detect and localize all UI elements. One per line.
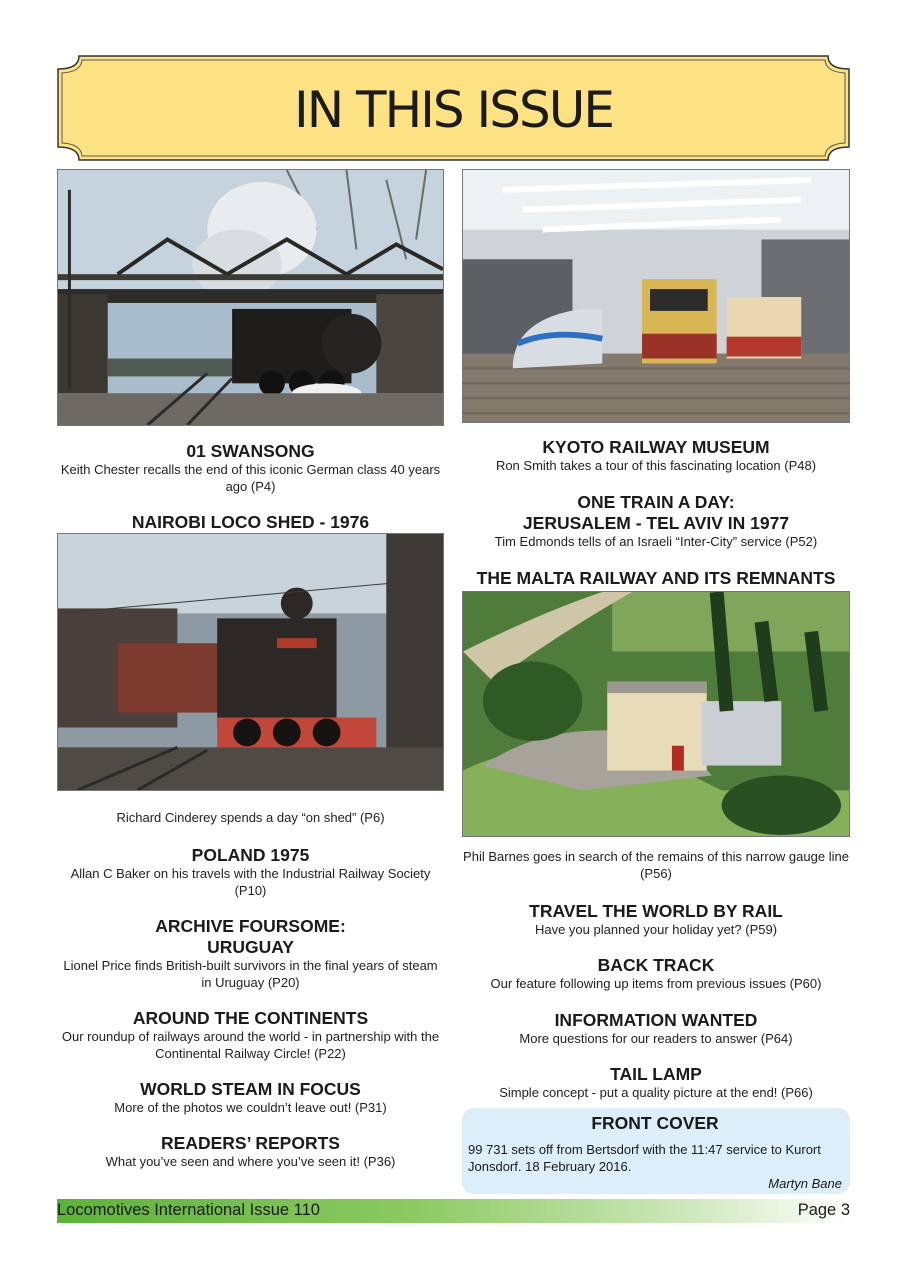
article-title: JERUSALEM - TEL AVIV IN 1977 bbox=[522, 513, 790, 533]
article-title: AROUND THE CONTINENTS bbox=[132, 1008, 369, 1028]
footer-page-number: Page 3 bbox=[797, 1201, 850, 1219]
article-title: TAIL LAMP bbox=[610, 1064, 702, 1084]
article-title: THE MALTA RAILWAY AND ITS REMNANTS bbox=[476, 568, 836, 588]
article-swansong bbox=[57, 441, 444, 495]
article-desc: More questions for our readers to answer (P64) bbox=[519, 1031, 793, 1046]
article-title: POLAND 1975 bbox=[191, 845, 310, 865]
article-title: BACK TRACK bbox=[597, 955, 715, 975]
article-desc: Tim Edmonds tells of an Israeli “Inter-City” service (P52) bbox=[494, 534, 818, 549]
article-readers bbox=[57, 1133, 444, 1171]
article-desc: Lionel Price finds British-built survivors in the final years of steam in Uruguay (P20) bbox=[63, 958, 438, 990]
article-title: TRAVEL THE WORLD BY RAIL bbox=[529, 901, 783, 921]
article-malta-title bbox=[462, 568, 850, 589]
article-desc: More of the photos we couldn’t leave out! (P31) bbox=[114, 1100, 387, 1115]
article-nairobi-title bbox=[57, 512, 444, 533]
article-desc: What you’ve seen and where you’ve seen it! (P36) bbox=[105, 1154, 396, 1169]
article-backtrack bbox=[462, 955, 850, 993]
article-desc: Allan C Baker on his travels with the Industrial Railway Society (P10) bbox=[70, 866, 431, 898]
swansong-photo bbox=[57, 169, 444, 426]
footer-issue: Locomotives International Issue 110 bbox=[57, 1201, 320, 1219]
article-desc: Have you planned your holiday yet? (P59) bbox=[534, 922, 778, 937]
banner-title: IN THIS ISSUE bbox=[294, 81, 613, 139]
article-desc: Richard Cinderey spends a day “on shed” (P6) bbox=[116, 810, 385, 825]
article-title: NAIROBI LOCO SHED - 1976 bbox=[131, 512, 370, 532]
article-travel bbox=[462, 901, 850, 939]
article-title: INFORMATION WANTED bbox=[554, 1010, 758, 1030]
article-kyoto bbox=[462, 437, 850, 475]
article-continents bbox=[57, 1008, 444, 1062]
article-info bbox=[462, 1010, 850, 1048]
front-cover-box bbox=[462, 1108, 850, 1194]
article-desc: Our feature following up items from previous issues (P60) bbox=[490, 976, 822, 991]
article-desc: Keith Chester recalls the end of this iconic German class 40 years ago (P4) bbox=[60, 462, 441, 494]
malta-photo bbox=[462, 591, 850, 837]
article-title: READERS’ REPORTS bbox=[161, 1133, 340, 1153]
article-poland bbox=[57, 845, 444, 899]
article-uruguay bbox=[57, 916, 444, 991]
nairobi-photo bbox=[57, 533, 444, 791]
article-worldsteam bbox=[57, 1079, 444, 1117]
article-title: URUGUAY bbox=[207, 937, 294, 957]
article-taillamp bbox=[462, 1064, 850, 1102]
article-title: 01 SWANSONG bbox=[186, 441, 315, 461]
article-title: ONE TRAIN A DAY: bbox=[577, 492, 735, 512]
front-cover-title: FRONT COVER bbox=[591, 1113, 719, 1133]
article-nairobi-desc bbox=[57, 810, 444, 827]
article-desc: Our roundup of railways around the world - in partnership with the Continental Railway Circle! (P22) bbox=[61, 1029, 440, 1061]
article-desc: Ron Smith takes a tour of this fascinating location (P48) bbox=[495, 458, 817, 473]
article-malta-desc bbox=[462, 849, 850, 882]
front-cover-text: 99 731 sets off from Bertsdorf with the 11:47 service to Kurort Jonsdorf. 18 February 2016. bbox=[468, 1142, 821, 1174]
article-desc: Simple concept - put a quality picture at the end! (P66) bbox=[499, 1085, 813, 1100]
article-desc: Phil Barnes goes in search of the remains of this narrow gauge line (P56) bbox=[463, 849, 849, 881]
article-title: ARCHIVE FOURSOME: bbox=[155, 916, 346, 936]
article-title: KYOTO RAILWAY MUSEUM bbox=[542, 437, 770, 457]
front-cover-credit: Martyn Bane bbox=[768, 1176, 842, 1191]
kyoto-photo bbox=[462, 169, 850, 423]
issue-banner bbox=[57, 55, 850, 161]
article-title: WORLD STEAM IN FOCUS bbox=[140, 1079, 361, 1099]
article-onetrain bbox=[462, 492, 850, 551]
